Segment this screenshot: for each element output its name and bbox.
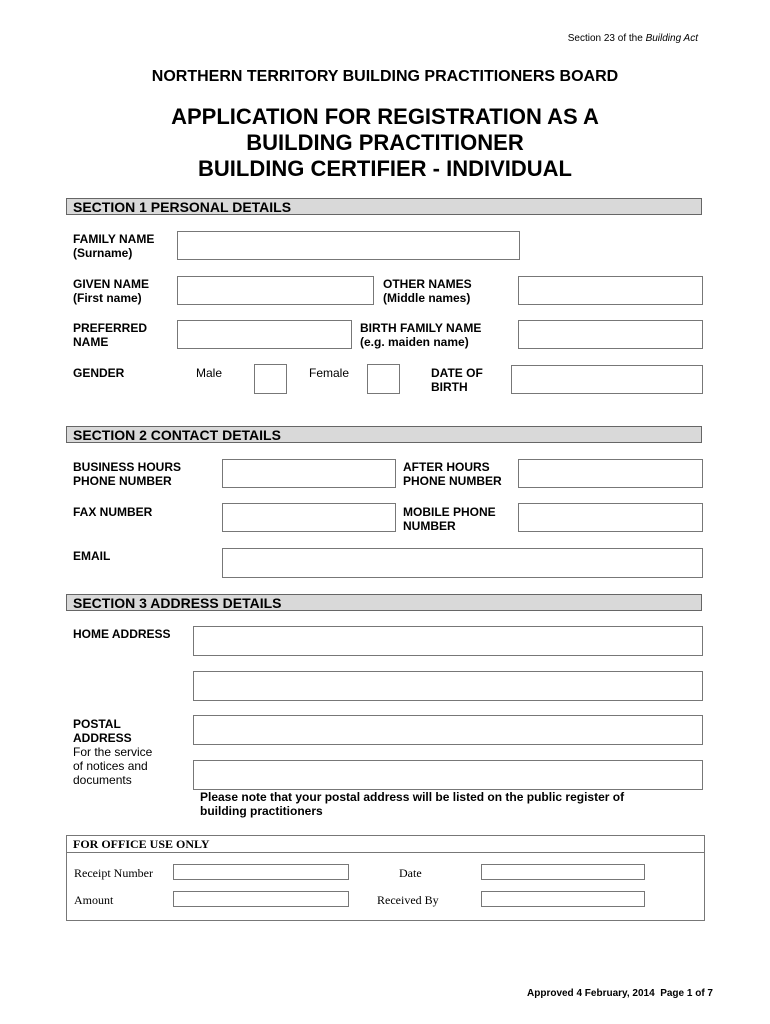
board-title: NORTHERN TERRITORY BUILDING PRACTITIONERS BOARD — [151, 68, 619, 85]
act-prefix: Section 23 of the — [567, 33, 643, 44]
postal-label-line5: documents — [73, 773, 132, 787]
given-name-field[interactable] — [177, 276, 374, 305]
mobile-phone-label — [403, 505, 496, 533]
birth-family-name-field[interactable] — [518, 320, 703, 349]
business-phone-label-line2: PHONE NUMBER — [73, 474, 172, 488]
postal-address-line2-field[interactable] — [193, 760, 703, 790]
fax-number-field[interactable] — [222, 503, 396, 532]
receipt-number-field[interactable] — [173, 864, 349, 880]
section2-heading: SECTION 2 CONTACT DETAILS — [66, 426, 702, 443]
date-field[interactable] — [481, 864, 645, 880]
act-name: Building Act — [645, 33, 698, 44]
birth-family-name-label-line1: BIRTH FAMILY NAME — [360, 321, 482, 335]
postal-address-label — [73, 717, 152, 787]
email-field[interactable] — [222, 548, 703, 578]
title-line-3: BUILDING CERTIFIER - INDIVIDUAL — [198, 156, 572, 181]
birth-family-name-label-line2: (e.g. maiden name) — [360, 335, 469, 349]
postal-label-line3: For the service — [73, 745, 153, 759]
after-hours-label-line1: AFTER HOURS — [403, 460, 490, 474]
date-label: Date — [399, 866, 422, 880]
other-names-field[interactable] — [518, 276, 703, 305]
given-name-label-line1: GIVEN NAME — [73, 277, 150, 291]
home-address-label: HOME ADDRESS — [73, 627, 171, 641]
after-hours-phone-label — [403, 460, 502, 488]
preferred-name-label-line1: PREFERRED — [73, 321, 148, 335]
business-phone-label — [73, 460, 181, 488]
amount-label: Amount — [74, 893, 114, 907]
preferred-name-label — [73, 321, 147, 349]
after-hours-phone-field[interactable] — [518, 459, 703, 488]
postal-label-line4: of notices and — [73, 759, 148, 773]
family-name-label — [73, 232, 154, 260]
act-reference — [568, 33, 698, 44]
email-label: EMAIL — [73, 549, 111, 563]
receipt-number-label: Receipt Number — [74, 866, 153, 880]
mobile-phone-field[interactable] — [518, 503, 703, 532]
amount-field[interactable] — [173, 891, 349, 907]
female-checkbox[interactable] — [367, 364, 400, 394]
female-label: Female — [309, 366, 350, 380]
mobile-label-line1: MOBILE PHONE — [403, 505, 496, 519]
family-name-label-line1: FAMILY NAME — [73, 232, 155, 246]
postal-notice-line1: Please note that your postal address will be listed on the public register of — [200, 790, 625, 804]
postal-label-line1: POSTAL — [73, 717, 121, 731]
title-line-1: APPLICATION FOR REGISTRATION AS A — [171, 104, 599, 129]
home-address-line1-field[interactable] — [193, 626, 703, 656]
postal-notice — [200, 790, 680, 818]
male-label: Male — [196, 366, 223, 380]
other-names-label-line2: (Middle names) — [383, 291, 471, 305]
postal-label-line2: ADDRESS — [73, 731, 132, 745]
fax-number-label: FAX NUMBER — [73, 505, 153, 519]
date-of-birth-field[interactable] — [511, 365, 703, 394]
postal-address-line1-field[interactable] — [193, 715, 703, 745]
section3-heading: SECTION 3 ADDRESS DETAILS — [66, 594, 702, 611]
other-names-label — [383, 277, 472, 305]
office-use-panel — [66, 835, 705, 921]
family-name-label-line2: (Surname) — [73, 246, 133, 260]
birth-family-name-label — [360, 321, 481, 349]
business-phone-label-line1: BUSINESS HOURS — [73, 460, 182, 474]
form-title — [0, 104, 770, 182]
title-line-2: BUILDING PRACTITIONER — [246, 130, 524, 155]
home-address-line2-field[interactable] — [193, 671, 703, 701]
footer-approved: Approved 4 February, 2014 Page 1 of 7 — [527, 988, 713, 999]
mobile-label-line2: NUMBER — [403, 519, 456, 533]
after-hours-label-line2: PHONE NUMBER — [403, 474, 502, 488]
preferred-name-label-line2: NAME — [73, 335, 109, 349]
other-names-label-line1: OTHER NAMES — [383, 277, 472, 291]
male-checkbox[interactable] — [254, 364, 287, 394]
section1-heading: SECTION 1 PERSONAL DETAILS — [66, 198, 702, 215]
given-name-label — [73, 277, 149, 305]
received-by-field[interactable] — [481, 891, 645, 907]
received-by-label: Received By — [377, 893, 439, 907]
date-of-birth-label — [431, 366, 483, 394]
office-use-heading: FOR OFFICE USE ONLY — [67, 836, 704, 853]
dob-label-line1: DATE OF — [431, 366, 483, 380]
given-name-label-line2: (First name) — [73, 291, 142, 305]
family-name-field[interactable] — [177, 231, 520, 260]
gender-label: GENDER — [73, 366, 125, 380]
postal-notice-line2: building practitioners — [200, 804, 323, 818]
preferred-name-field[interactable] — [177, 320, 352, 349]
business-phone-field[interactable] — [222, 459, 396, 488]
dob-label-line2: BIRTH — [431, 380, 468, 394]
